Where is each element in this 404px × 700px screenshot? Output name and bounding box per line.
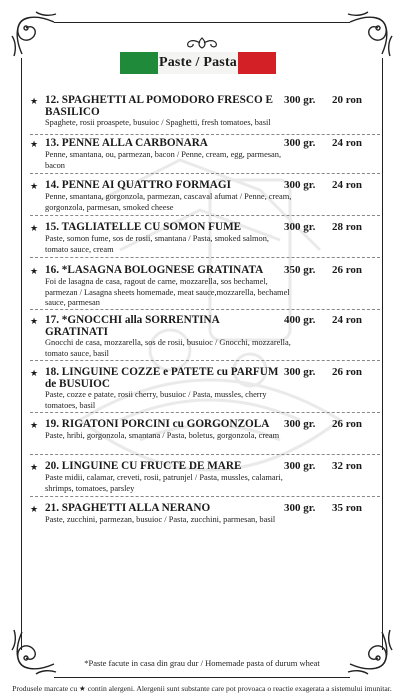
dish-name: 12. SPAGHETTI AL POMODORO FRESCO E BASILICO bbox=[45, 94, 273, 118]
dish-price: 35 ron bbox=[332, 502, 363, 514]
item-separator bbox=[30, 454, 380, 455]
frame-top-line bbox=[54, 22, 350, 23]
dish-description: Paste, cozze e patate, rosii cherry, busuioc / Pasta, mussles, cherry tomatoes, basil bbox=[45, 390, 267, 410]
item-separator bbox=[30, 412, 380, 413]
dish-weight: 300 gr. bbox=[284, 94, 316, 106]
allergen-star-icon: ★ bbox=[30, 504, 39, 514]
dish-price: 24 ron bbox=[332, 137, 363, 149]
dish-description: Gnocchi de casa, mozzarella, sos de rosii, busuioc / Gnocchi, mozzarella, tomato sauce, basil bbox=[45, 338, 291, 358]
allergen-star-icon: ★ bbox=[30, 266, 39, 276]
dish-name: 16. *LASAGNA BOLOGNESE GRATINATA bbox=[45, 264, 264, 276]
allergen-star-icon: ★ bbox=[30, 181, 39, 191]
dish-description: Penne, smantana, gorgonzola, parmezan, cascaval afumat / Penne, cream, gorgonzola, parmesan, smoked cheese bbox=[45, 192, 292, 212]
dish-description: Paste midii, calamar, creveti, rosii, patrunjel / Pasta, mussles, calamari, shrimps, tomatoes, parsley bbox=[45, 473, 283, 493]
dish-price: 24 ron bbox=[332, 179, 363, 191]
dish-price: 26 ron bbox=[332, 264, 363, 276]
dish-description: Spaghete, rosii proaspete, busuioc / Spaghetti, fresh tomatoes, basil bbox=[45, 118, 271, 127]
corner-ornament-bottom-left bbox=[6, 624, 62, 680]
allergen-star-icon: ★ bbox=[30, 96, 39, 106]
dish-price: 32 ron bbox=[332, 460, 363, 472]
dish-name: 17. *GNOCCHI alla SORRENTINA GRATINATI bbox=[45, 314, 220, 338]
dish-description: Paste, hribi, gorgonzola, smantana / Pasta, boletus, gorgonzola, cream bbox=[45, 431, 280, 440]
section-header-banner bbox=[120, 52, 276, 74]
dish-price: 20 ron bbox=[332, 94, 363, 106]
item-separator bbox=[30, 496, 380, 497]
dish-weight: 300 gr. bbox=[284, 460, 316, 472]
frame-bottom-line bbox=[54, 677, 350, 678]
allergen-star-icon: ★ bbox=[30, 368, 39, 378]
homemade-pasta-note: *Paste facute in casa din grau dur / Homemade pasta of durum wheat bbox=[84, 658, 320, 668]
allergen-note: Produsele marcate cu ★ contin alergeni. Alergenii sunt substante care pot provoaca o reactie exagerata a sistemului imunitar. bbox=[12, 684, 392, 693]
dish-description: Penne, smantana, ou, parmezan, bacon / Penne, cream, egg, parmesan, bacon bbox=[45, 150, 282, 170]
item-separator bbox=[30, 134, 380, 135]
allergen-star-icon: ★ bbox=[30, 420, 39, 430]
dish-weight: 300 gr. bbox=[284, 221, 316, 233]
dish-weight: 300 gr. bbox=[284, 179, 316, 191]
item-separator bbox=[30, 309, 380, 310]
dish-name: 15. TAGLIATELLE CU SOMON FUME bbox=[45, 221, 242, 233]
dish-name: 18. LINGUINE COZZE e PATETE cu PARFUM de BUSUIOC bbox=[45, 366, 279, 390]
header-flourish-ornament bbox=[182, 36, 222, 50]
section-title: Paste / Pasta bbox=[158, 55, 238, 70]
dish-weight: 300 gr. bbox=[284, 137, 316, 149]
corner-ornament-top-left bbox=[6, 6, 62, 62]
item-separator bbox=[30, 257, 380, 258]
dish-price: 26 ron bbox=[332, 418, 363, 430]
dish-description: Paste, zucchini, parmezan, busuioc / Pasta, zucchini, parmesan, basil bbox=[45, 515, 276, 524]
dish-name: 19. RIGATONI PORCINI cu GORGONZOLA bbox=[45, 418, 270, 430]
item-separator bbox=[30, 360, 380, 361]
corner-ornament-bottom-right bbox=[342, 624, 398, 680]
dish-description: Paste, somon fume, sos de rosii, smantana / Pasta, smoked salmon, tomato sauce, cream bbox=[45, 234, 270, 254]
dish-weight: 300 gr. bbox=[284, 418, 316, 430]
frame-right-line bbox=[382, 58, 383, 650]
dish-price: 28 ron bbox=[332, 221, 363, 233]
dish-weight: 400 gr. bbox=[284, 314, 316, 326]
dish-weight: 300 gr. bbox=[284, 502, 316, 514]
dish-price: 26 ron bbox=[332, 366, 363, 378]
frame-left-line bbox=[21, 58, 22, 650]
dish-weight: 300 gr. bbox=[284, 366, 316, 378]
dish-weight: 350 gr. bbox=[284, 264, 316, 276]
allergen-star-icon: ★ bbox=[30, 316, 39, 326]
allergen-star-icon: ★ bbox=[30, 223, 39, 233]
item-separator bbox=[30, 215, 380, 216]
allergen-star-icon: ★ bbox=[30, 462, 39, 472]
item-separator bbox=[30, 173, 380, 174]
corner-ornament-top-right bbox=[342, 6, 398, 62]
dish-price: 24 ron bbox=[332, 314, 363, 326]
dish-name: 20. LINGUINE CU FRUCTE DE MARE bbox=[45, 460, 242, 472]
dish-description: Foi de lasagna de casa, ragout de carne, mozzarella, sos bechamel, parmezan / Lasagna sheets homemade, meat sauce,mozzarella, bechamel sauce, parmesan bbox=[45, 277, 290, 308]
allergen-star-icon: ★ bbox=[30, 139, 39, 149]
dish-name: 21. SPAGHETTI ALLA NERANO bbox=[45, 502, 211, 514]
dish-name: 13. PENNE ALLA CARBONARA bbox=[45, 137, 208, 149]
dish-name: 14. PENNE AI QUATTRO FORMAGI bbox=[45, 179, 231, 191]
